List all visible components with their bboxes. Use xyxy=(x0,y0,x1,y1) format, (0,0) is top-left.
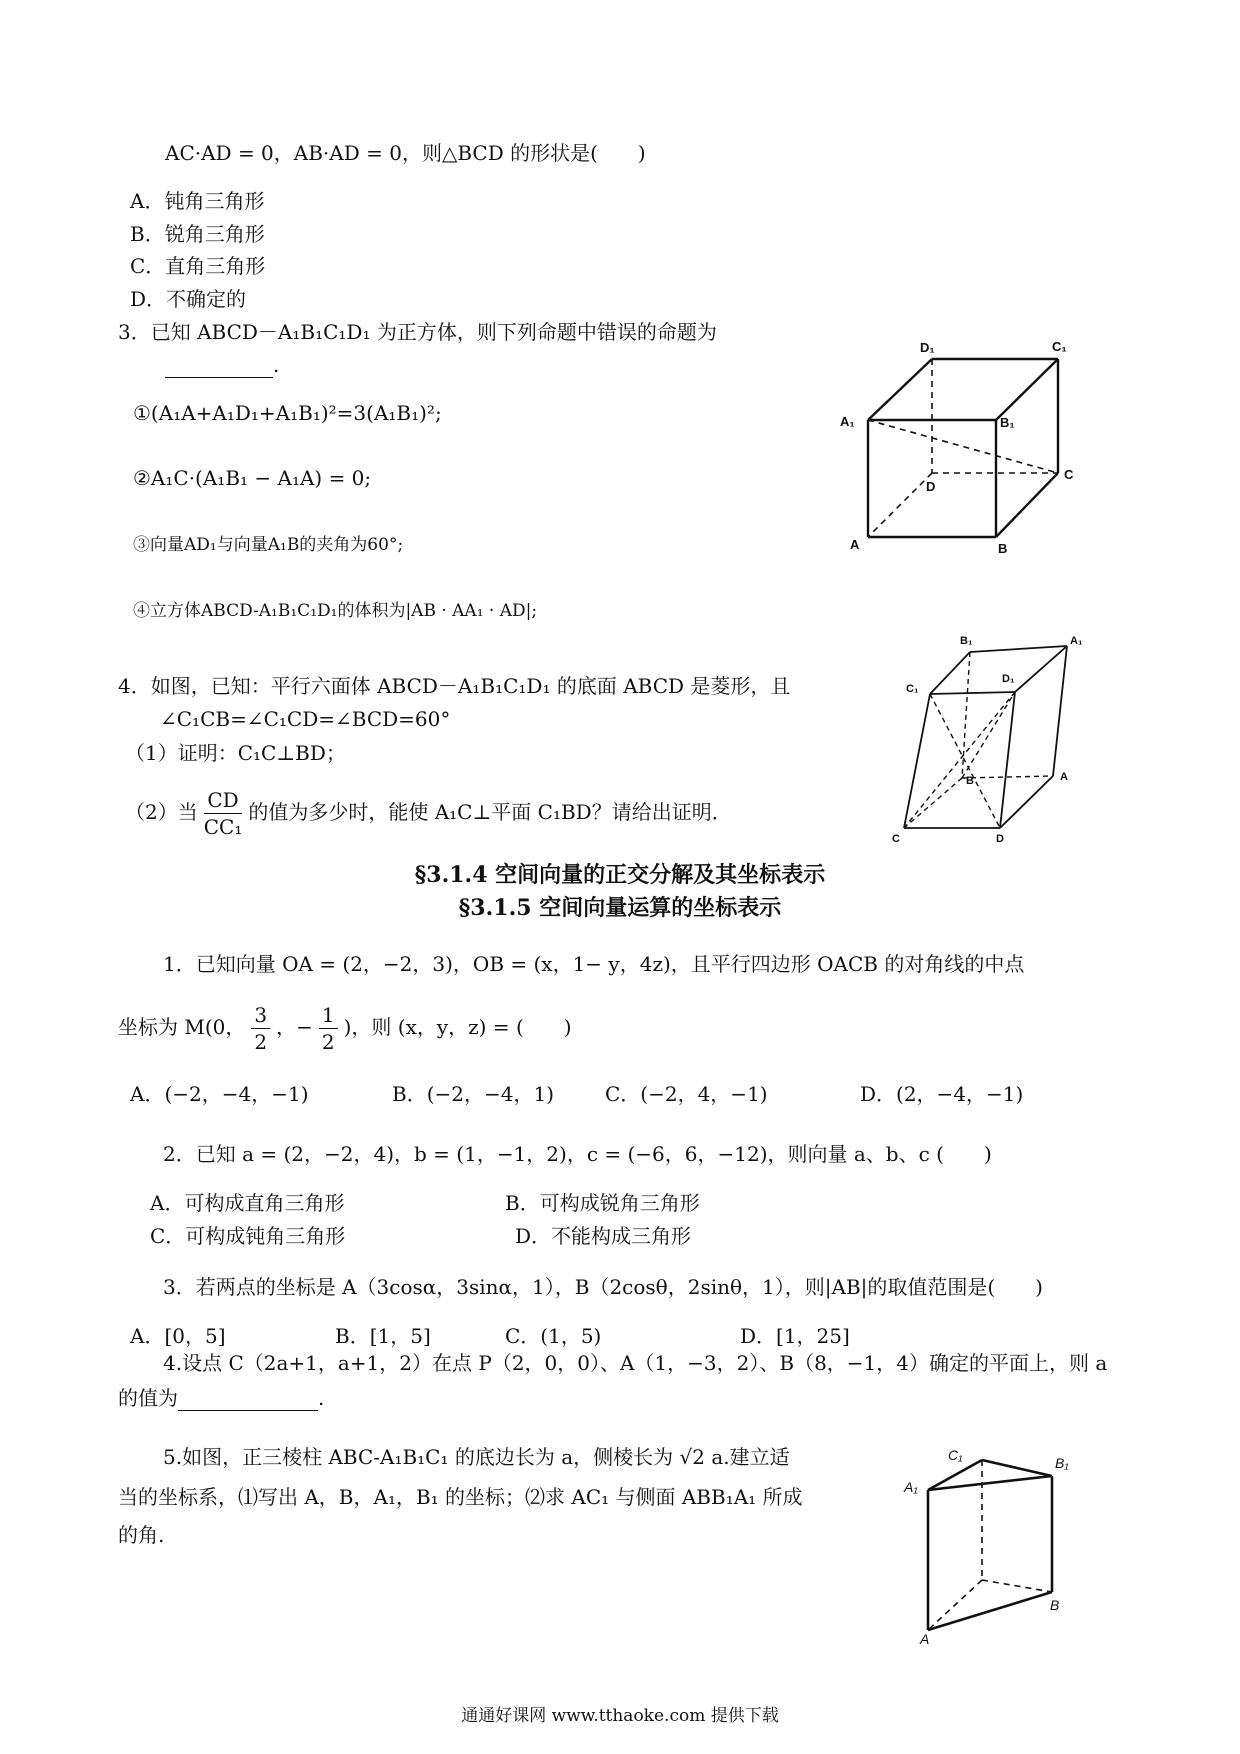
s1-line1: 1．已知向量 OA = (2，−2，3)，OB = (x，1− y，4z)，且平行四边形 OACB 的对角线的中点 xyxy=(163,952,1025,976)
cube-label-a1: A₁ xyxy=(840,414,855,429)
ratio-fraction: $\frac{CD}{\text{CC₁}}$ xyxy=(203,788,243,839)
tri-label-a1: A₁ xyxy=(904,1479,918,1495)
cube-label-d: D xyxy=(926,479,936,494)
cube-label-c: C xyxy=(1064,467,1074,482)
cube-figure xyxy=(840,335,1080,565)
cube-label-d1: D₁ xyxy=(920,340,935,355)
s3-line: 3．若两点的坐标是 A（3cosα，3sinα，1），B（2cosθ，2sinθ，1），则|AB|的取值范围是( ) xyxy=(163,1275,1043,1299)
s1-option-d: D．(2，−4，−1) xyxy=(860,1082,1024,1106)
question-stem: AC·AD = 0，AB·AD = 0，则△BCD 的形状是( ) xyxy=(165,141,646,165)
s3-option-c: C．(1，5) xyxy=(505,1324,602,1348)
s5-line3: 的角. xyxy=(118,1523,165,1547)
s1-option-a: A．(−2，−4，−1) xyxy=(130,1082,309,1106)
prism-label-d1: D₁ xyxy=(1002,673,1015,685)
section-title-2: §3.1.5 空间向量运算的坐标表示 xyxy=(458,895,782,921)
s2-option-b: B．可构成锐角三角形 xyxy=(505,1191,700,1215)
question-3-blank: . xyxy=(165,352,279,378)
s4-line2: 的值为 . xyxy=(118,1386,325,1410)
prism-label-d: D xyxy=(996,833,1004,845)
cube-label-a: A xyxy=(850,537,860,552)
s2-option-c: C．可构成钝角三角形 xyxy=(150,1224,346,1248)
fraction-1-2: $\frac{1}{2}$ xyxy=(319,1002,338,1055)
s1-option-b: B．(−2，−4，1) xyxy=(392,1082,554,1106)
option-b: B．锐角三角形 xyxy=(130,222,265,246)
prism-label-c1: C₁ xyxy=(906,683,919,695)
page-footer: 通通好课网 www.tthaoke.com 提供下载 xyxy=(461,1706,779,1726)
s1-option-c: C．(−2，4，−1) xyxy=(605,1082,768,1106)
s5-line2: 当的坐标系，⑴写出 A，B，A₁，B₁ 的坐标；⑵求 AC₁ 与侧面 ABB₁A₁ 所成 xyxy=(118,1485,803,1509)
question-3-stem: 3．已知 ABCD－A₁B₁C₁D₁ 为正方体，则下列命题中错误的命题为 xyxy=(118,320,717,344)
prism-label-c: C xyxy=(892,833,900,845)
proposition-3: ③向量AD₁与向量A₁B的夹角为60°; xyxy=(133,535,404,555)
s1-line2: 坐标为 M(0， $\frac{3}{2}$ ，− $\frac{1}{2}$ )，则 (x，y，z) = ( ) xyxy=(118,1003,572,1054)
proposition-2: ②A₁C·(A₁B₁ − A₁A) = 0; xyxy=(133,466,372,490)
question-4-part1: （1）证明：C₁C⊥BD； xyxy=(125,741,346,765)
tri-label-a: A xyxy=(920,1631,930,1647)
proposition-1: ①(A₁A+A₁D₁+A₁B₁)²=3(A₁B₁)²; xyxy=(133,401,442,425)
tri-label-c1: C₁ xyxy=(948,1447,963,1463)
s5-line1: 5.如图，正三棱柱 ABC-A₁B₁C₁ 的底边长为 a，侧棱长为 √2 a.建立适 xyxy=(163,1445,790,1469)
cube-label-b: B xyxy=(998,541,1008,556)
option-a: A．钝角三角形 xyxy=(130,189,265,213)
prism-label-a1: A₁ xyxy=(1070,635,1083,647)
fraction-3-2: $\frac{3}{2}$ xyxy=(251,1002,270,1055)
s4-line1: 4.设点 C（2a+1，a+1，2）在点 P（2，0，0）、A（1，−3，2）、B（8，−1，4）确定的平面上，则 a xyxy=(163,1351,1108,1375)
tri-label-b: B xyxy=(1050,1597,1060,1613)
section-title-1: §3.1.4 空间向量的正交分解及其坐标表示 xyxy=(414,862,826,888)
cube-label-b1: B₁ xyxy=(1000,415,1015,430)
cube-label-c1: C₁ xyxy=(1052,339,1067,354)
parallelepiped-figure xyxy=(880,630,1090,845)
prism-label-b: B xyxy=(966,775,974,787)
s2-line: 2．已知 a = (2，−2，4)，b = (1，−1，2)，c = (−6，6，−12)，则向量 a、b、c ( ) xyxy=(163,1142,992,1166)
option-c: C．直角三角形 xyxy=(130,254,266,278)
s3-option-a: A．[0，5] xyxy=(130,1324,226,1348)
proposition-4: ④立方体ABCD-A₁B₁C₁D₁的体积为|AB · AA₁ · AD|; xyxy=(133,601,538,621)
prism-label-a: A xyxy=(1060,771,1068,783)
question-4-part2: （2）当 $\frac{CD}{\text{CC₁}}$ 的值为多少时，能使 A₁C⊥平面 C₁BD？请给出证明． xyxy=(125,788,732,839)
option-d: D．不确定的 xyxy=(130,287,247,311)
tri-label-b1: B₁ xyxy=(1055,1455,1069,1471)
s3-option-d: D．[1，25] xyxy=(740,1324,850,1348)
triangular-prism-figure xyxy=(900,1447,1080,1647)
s2-option-d: D．不能构成三角形 xyxy=(515,1224,692,1248)
s2-option-a: A．可构成直角三角形 xyxy=(150,1191,345,1215)
question-4-line1: 4．如图，已知：平行六面体 ABCD－A₁B₁C₁D₁ 的底面 ABCD 是菱形，且 xyxy=(118,674,791,698)
question-4-line2: ∠C₁CB=∠C₁CD=∠BCD=60° xyxy=(160,707,451,731)
s3-option-b: B．[1，5] xyxy=(335,1324,431,1348)
prism-label-b1: B₁ xyxy=(960,635,973,647)
